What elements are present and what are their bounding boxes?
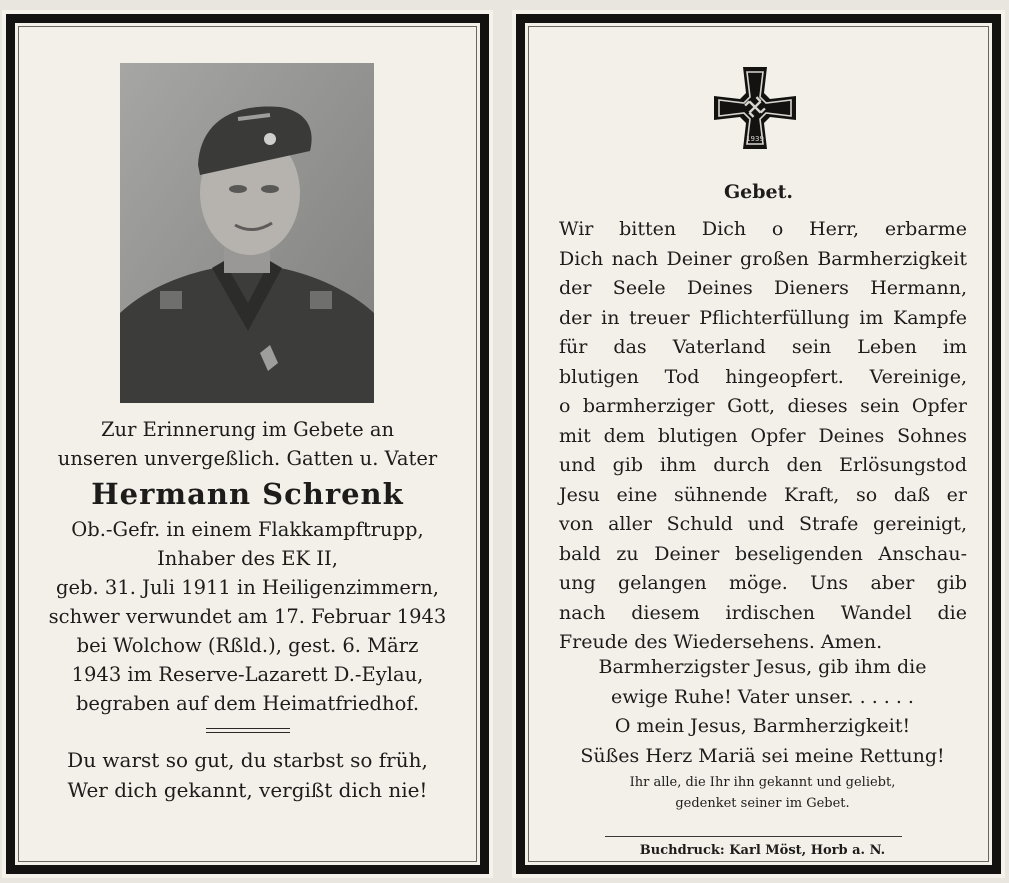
detail-line: Ob.-Gefr. in einem Flakkampftrupp, — [71, 518, 424, 541]
cross-year: 1939 — [746, 135, 764, 143]
deceased-name: Hermann Schrenk — [91, 477, 404, 511]
prayer-line: für das Vaterland sein Leben im — [559, 336, 967, 358]
verse-line: Du warst so gut, du starbst so früh, — [67, 748, 428, 772]
prayer-line: blutigen Tod hingeopfert. Vereinige, — [559, 365, 967, 388]
invocation-line: Barmherzigster Jesus, gib ihm die — [598, 656, 927, 678]
prayer-line: bald zu Deiner beseligenden Anschau- — [559, 542, 967, 565]
printer-rule — [605, 836, 902, 837]
prayer-line: mit dem blutigen Opfer Deines Sohnes — [559, 424, 967, 447]
prayer-line: Jesu eine sühnende Kraft, so daß er — [559, 483, 967, 506]
remembrance-line: Ihr alle, die Ihr ihn gekannt und geliebt, — [629, 775, 896, 790]
invocation-line: ewige Ruhe! Vater unser. . . . . . — [611, 685, 914, 708]
detail-line: geb. 31. Juli 1911 in Heiligenzimmern, — [56, 576, 439, 599]
prayer-line: von aller Schuld und Strafe gereinigt, — [559, 513, 967, 535]
dedication-line: unseren unvergeßlich. Gatten u. Vater — [57, 447, 438, 470]
invocation-line: Süßes Herz Mariä sei meine Rettung! — [580, 744, 945, 767]
dedication-line: Zur Erinnerung im Gebete an — [100, 418, 395, 441]
verse-line: Wer dich gekannt, vergißt dich nie! — [67, 778, 428, 802]
prayer-line: o barmherziger Gott, dieses sein Opfer — [559, 395, 967, 417]
prayer-line: ung gelangen möge. Uns aber gib — [559, 572, 967, 594]
prayer-title: Gebet. — [723, 181, 794, 203]
portrait-photo-icon — [120, 63, 374, 403]
prayer-line: der Seele Deines Dieners Hermann, — [559, 277, 967, 299]
memorial-verse — [27, 745, 468, 805]
prayer-line: Dich nach Deiner großen Barmherzigkeit — [559, 247, 967, 270]
detail-line: bei Wolchow (Rßld.), gest. 6. März — [76, 634, 419, 657]
remembrance-verse — [545, 772, 980, 814]
prayer-line: nach diesem irdischen Wandel die — [559, 601, 967, 624]
invocation-line: O mein Jesus, Barmherzigkeit! — [614, 715, 911, 737]
prayer-line: und gib ihm durch den Erlösungstod — [559, 454, 967, 476]
portrait-photo — [120, 63, 374, 403]
double-rule-divider — [206, 728, 290, 733]
iron-cross-icon — [710, 63, 800, 153]
printer-credit: Buchdruck: Karl Möst, Horb a. N. — [639, 843, 886, 858]
detail-line: Inhaber des EK II, — [157, 547, 338, 570]
dedication-text — [27, 415, 468, 805]
detail-line: begraben auf dem Heimatfriedhof. — [75, 692, 420, 715]
detail-line: 1943 im Reserve-Lazarett D.-Eylau, — [71, 663, 424, 686]
memorial-card-front — [2, 10, 493, 878]
prayer-line: Wir bitten Dich o Herr, erbarme — [559, 218, 967, 240]
detail-line: schwer verwundet am 17. Februar 1943 — [48, 605, 447, 628]
invocations — [545, 653, 980, 771]
black-mourning-border — [6, 14, 489, 874]
prayer-line: der in treuer Pflichterfüllung im Kampfe — [559, 306, 967, 329]
prayer-line: Freude des Wiedersehens. Amen. — [559, 631, 883, 653]
memorial-card-back — [512, 10, 1005, 878]
remembrance-line: gedenket seiner im Gebet. — [675, 796, 850, 811]
black-mourning-border — [516, 14, 1001, 874]
prayer-text — [559, 215, 967, 658]
